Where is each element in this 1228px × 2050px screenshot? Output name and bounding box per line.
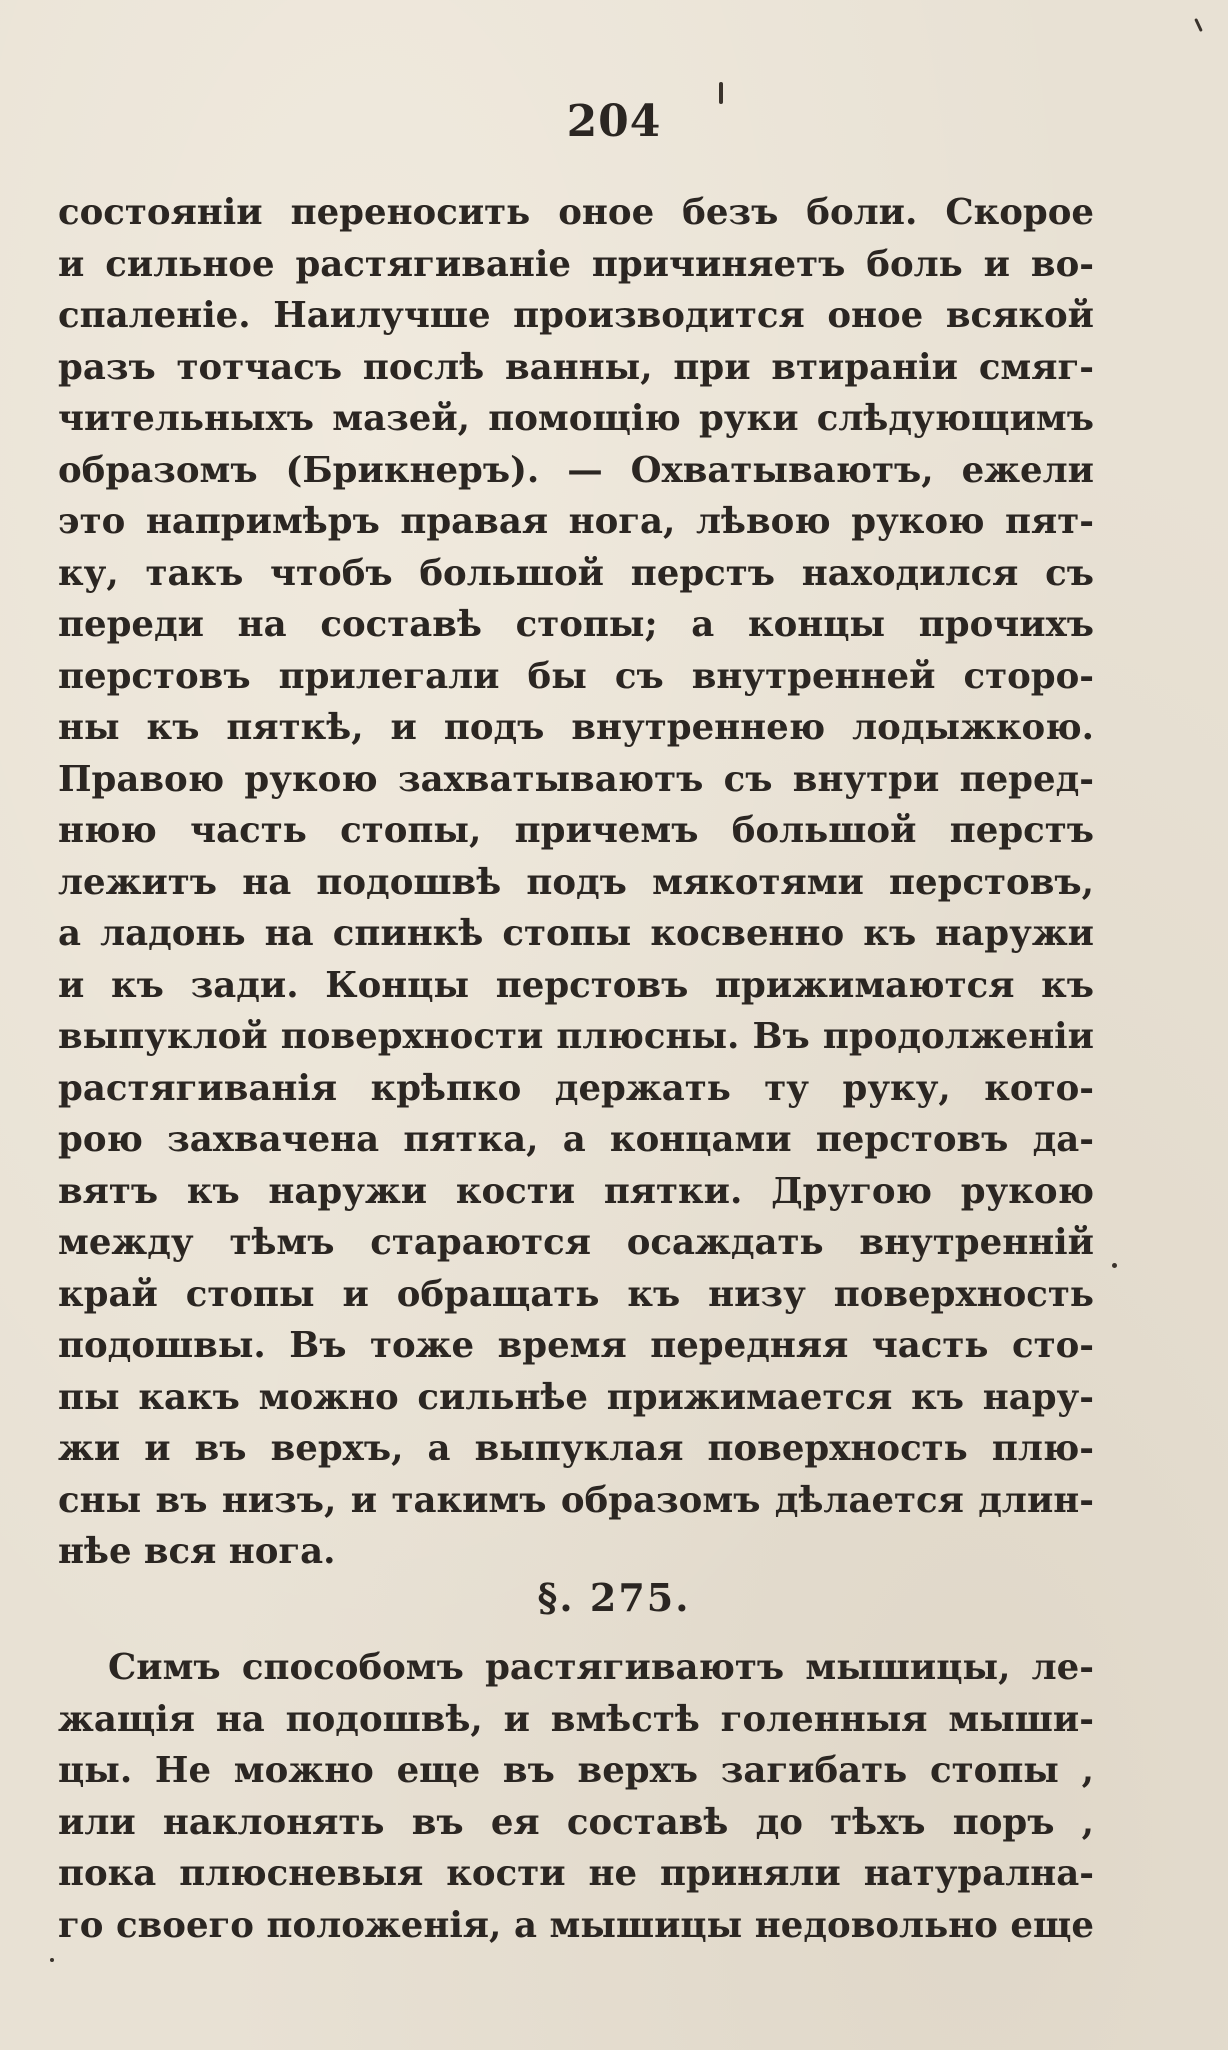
- text-line: чительныхъ мазей, помощію руки слѣдующимъ: [58, 398, 1094, 439]
- text-line: жи и въ верхъ, а выпуклая поверхность плю-: [58, 1428, 1094, 1469]
- section-heading: §. 275.: [537, 1575, 691, 1620]
- text-line: нюю часть стопы, причемъ большой перстъ: [58, 810, 1094, 851]
- page-number: 204: [566, 96, 662, 147]
- ink-speck: [50, 1958, 54, 1962]
- text-line: нѣе вся нога.: [58, 1531, 336, 1572]
- text-line: жащія на подошвѣ, и вмѣстѣ голенныя мыши-: [58, 1698, 1094, 1740]
- text-line: состояніи переносить оное безъ боли. Скорое: [58, 192, 1094, 233]
- paragraph-2: [58, 1642, 1094, 1951]
- text-line: или наклонять въ ея составѣ до тѣхъ поръ ,: [58, 1801, 1094, 1843]
- text-line: растягиванія крѣпко держать ту руку, кото-: [58, 1067, 1094, 1109]
- text-line: пы какъ можно сильнѣе прижимается къ нару-: [58, 1376, 1094, 1418]
- text-line: переди на составѣ стопы; а концы прочихъ: [58, 604, 1094, 645]
- text-line: Симъ способомъ растягиваютъ мышицы, ле-: [108, 1647, 1094, 1688]
- text-line: цы. Не можно еще въ верхъ загибать стопы ,: [58, 1750, 1094, 1791]
- text-line: между тѣмъ стараются осаждать внутренній: [58, 1222, 1094, 1263]
- text-line: вятъ къ наружи кости пятки. Другою рукою: [58, 1170, 1094, 1212]
- text-line: край стопы и обращать къ низу поверхность: [58, 1273, 1094, 1315]
- ink-speck: [1194, 18, 1203, 32]
- text-line: выпуклой поверхности плюсны. Въ продолженіи: [58, 1016, 1094, 1057]
- text-line: ны къ пяткѣ, и подъ внутреннею лодыжкою.: [58, 707, 1094, 748]
- text-line: перстовъ прилегали бы съ внутренней сторо-: [58, 655, 1094, 697]
- text-line: пока плюсневыя кости не приняли натурална-: [58, 1853, 1094, 1894]
- text-line: и сильное растягиваніе причиняетъ боль и во-: [58, 243, 1094, 285]
- text-line: разъ тотчасъ послѣ ванны, при втираніи смяг-: [58, 346, 1094, 388]
- text-line: го своего положенія, а мышицы недовольно еще: [58, 1904, 1094, 1946]
- text-line: образомъ (Брикнеръ). — Охватываютъ, ежели: [58, 449, 1094, 491]
- paragraph-1: [58, 187, 1094, 1578]
- text-line: а ладонь на спинкѣ стопы косвенно къ наружи: [58, 913, 1094, 954]
- text-line: сны въ низъ, и такимъ образомъ дѣлается длин-: [58, 1479, 1094, 1521]
- text-line: ку, такъ чтобъ большой перстъ находился съ: [58, 552, 1094, 594]
- text-line: спаленіе. Наилучше производится оное всякой: [58, 295, 1094, 336]
- text-line: рою захвачена пятка, а концами перстовъ да-: [58, 1119, 1094, 1160]
- ink-speck: [1112, 1263, 1117, 1268]
- text-line: подошвы. Въ тоже время передняя часть сто-: [58, 1325, 1094, 1366]
- text-line: Правою рукою захватываютъ съ внутри перед-: [58, 758, 1094, 800]
- text-line: и къ зади. Концы перстовъ прижимаются къ: [58, 964, 1094, 1006]
- text-line: это напримѣръ правая нога, лѣвою рукою пят-: [58, 501, 1094, 542]
- ink-speck: [719, 82, 723, 104]
- text-line: лежитъ на подошвѣ подъ мякотями перстовъ,: [58, 861, 1094, 903]
